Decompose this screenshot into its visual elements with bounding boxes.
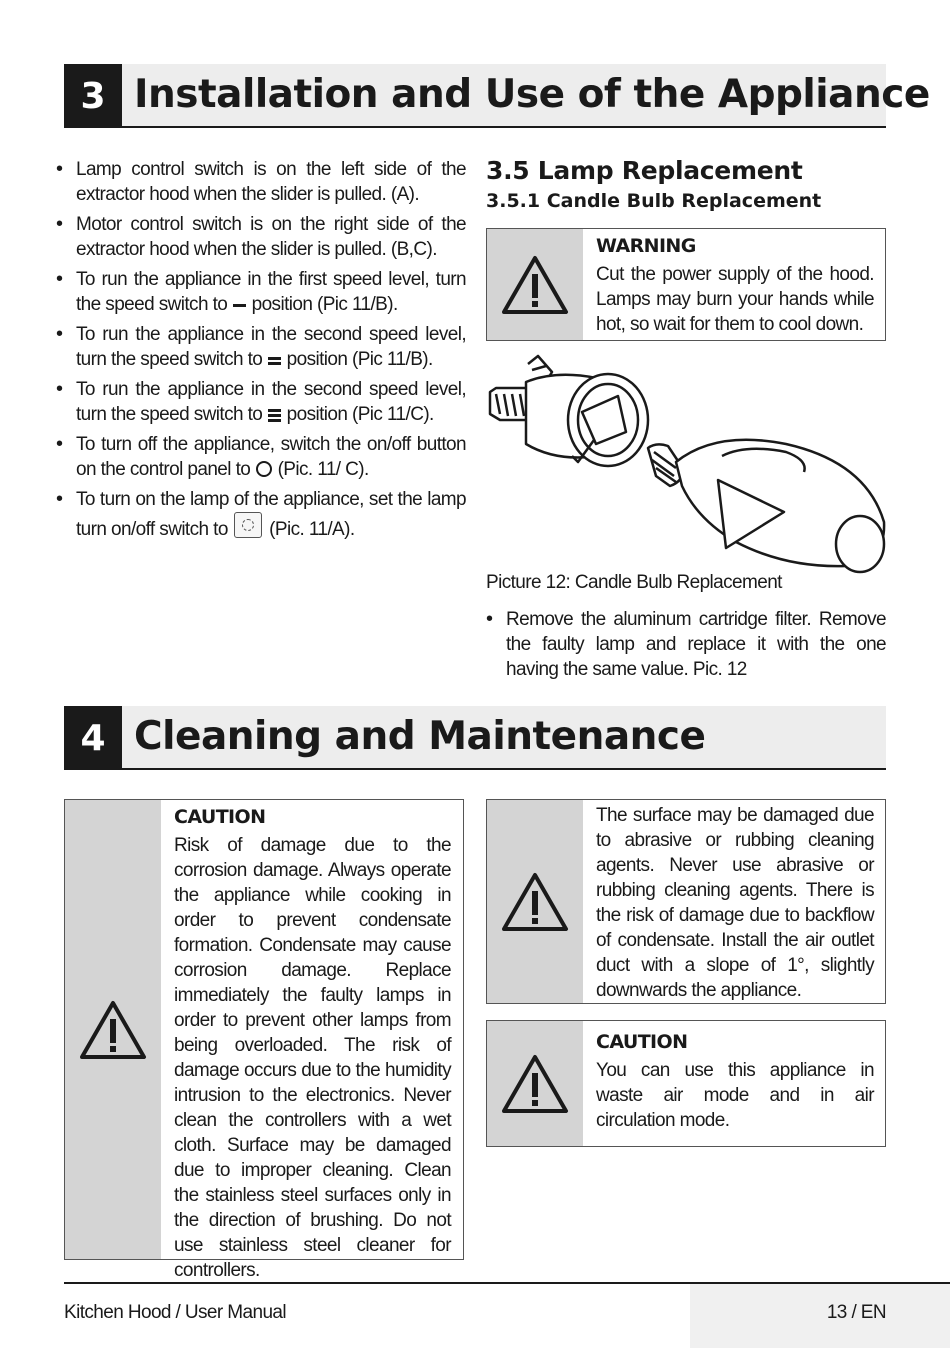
list-item: • To turn on the lamp of the appliance, set the lamp turn on/off switch to (Pic. 11/A).: [56, 487, 466, 542]
caution-mode-label: CAUTION: [596, 1031, 688, 1053]
speed-2-icon: [268, 355, 281, 365]
lamp-switch-icon: [234, 512, 262, 538]
surface-warning-side-panel: [487, 800, 583, 1003]
warning-text: Cut the power supply of the hood. Lamps may burn your hands while hot, so wait for them to cool down.: [596, 264, 874, 335]
footer-page-panel: [690, 1284, 950, 1348]
speed-1-icon: [233, 302, 246, 307]
candle-bulb-subheading: 3.5.1 Candle Bulb Replacement: [486, 190, 822, 212]
list-item: • To turn off the appliance, switch the on/off button on the control panel to (Pic. 11/ C).: [56, 432, 466, 482]
list-item: • To run the appliance in the second speed level, turn the speed switch to position (Pic 11/C).: [56, 377, 466, 427]
power-off-icon: [256, 461, 272, 477]
footer-manual-title: Kitchen Hood / User Manual: [64, 1302, 287, 1323]
section-4-number: 4: [64, 706, 122, 770]
list-item: • Remove the aluminum cartridge filter. Remove the faulty lamp and replace it with the one having the same value. Pic. 12: [486, 607, 886, 682]
section-3-header: [64, 64, 930, 128]
surface-warning-text: The surface may be damaged due to abrasive or rubbing cleaning agents. Never use abrasive or rubbing cleaning agents. There is the risk of damage due to backflow of condensate. Install the air outlet duct with a slope of 1°, slightly downwards the appliance.: [596, 805, 874, 1001]
section-3-title: Installation and Use of the Appliance: [134, 72, 930, 117]
list-item: • To run the appliance in the second speed level, turn the speed switch to position (Pic 11/B).: [56, 322, 466, 372]
warning-side-panel: [487, 229, 583, 340]
warning-triangle-icon: [78, 999, 148, 1061]
caution-box-mode: [486, 1020, 886, 1147]
caution-mode-side-panel: [487, 1021, 583, 1146]
caution-text: Risk of damage due to the corrosion damage. Always operate the appliance while cooking in order to prevent condensate formation. Condensate may cause corrosion damage. Replace immediately the faulty lamps in order to prevent other lamps from being overloaded. The risk of damage occurs due to the humidity intrusion to the electronics. Never clean the controllers with a wet cloth. Surface may be damaged due to improper cleaning. Clean the stainless steel surfaces only in the direction of brushing. Do not use stainless steel cleaner for controllers.: [174, 835, 451, 1281]
surface-warning-box: [486, 799, 886, 1004]
caution-box-main: [64, 799, 464, 1281]
warning-triangle-icon: [500, 254, 570, 316]
picture-caption: Picture 12: Candle Bulb Replacement: [486, 572, 782, 593]
list-item: • Motor control switch is on the right side of the extractor hood when the slider is pulled. (B,C).: [56, 212, 466, 262]
list-item: • Lamp control switch is on the left side of the extractor hood when the slider is pulled. (A).: [56, 157, 466, 207]
footer-page-number: 13 / EN: [826, 1302, 886, 1323]
list-item: • To run the appliance in the first speed level, turn the speed switch to position (Pic 11/B).: [56, 267, 466, 317]
caution-mode-text: You can use this appliance in waste air mode and in air circulation mode.: [596, 1060, 874, 1131]
section-4-header: [64, 706, 886, 770]
section-4-title: Cleaning and Maintenance: [134, 714, 706, 759]
lamp-replacement-heading: 3.5 Lamp Replacement: [486, 156, 803, 185]
section-3-number: 3: [64, 64, 122, 128]
warning-box: [486, 228, 886, 341]
speed-3-icon: [268, 407, 281, 422]
section-3-bullet-list: [56, 157, 466, 547]
warning-triangle-icon: [500, 1053, 570, 1115]
caution-side-panel: [65, 800, 161, 1259]
candle-bulb-illustration: [486, 352, 890, 574]
caution-label: CAUTION: [174, 806, 266, 828]
warning-label: WARNING: [596, 235, 696, 257]
lamp-replacement-bullet-list: [486, 607, 886, 687]
warning-triangle-icon: [500, 871, 570, 933]
